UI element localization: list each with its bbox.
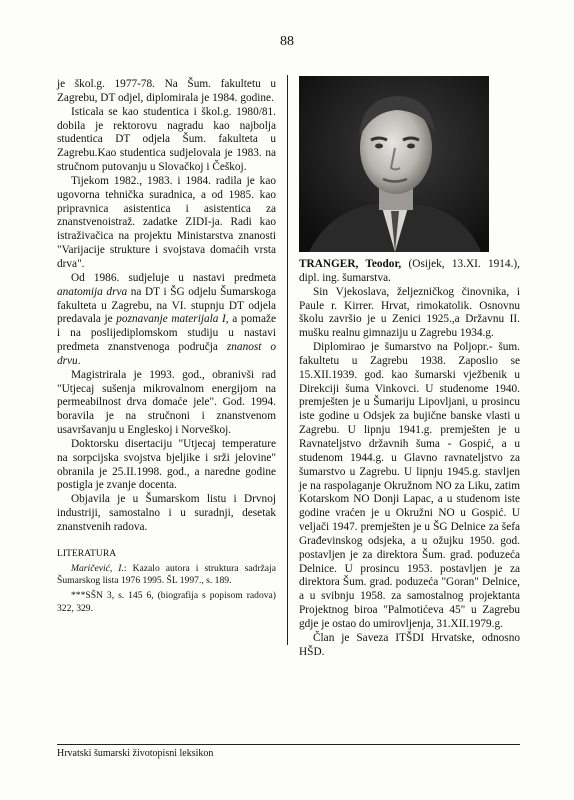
- right-column: [299, 258, 520, 659]
- portrait-photo: [299, 76, 489, 252]
- paragraph: Član je Saveza ITŠDI Hrvatske, odnosno HŠD.: [299, 631, 520, 658]
- paragraph: Diplomirao je šumarstvo na Poljopr.- šum. fakultetu u Zagrebu 1938. Zaposlio se 15.XII.1939. god. kao šumarski vježbenik u Direkciji šuma Vinkovci. U studenome 1940. premješten je u Šumariju Lipovljani, u prosincu iste godine u Odsjek za bujične banske vlasti u Zagrebu. U lipnju 1941.g. premješten je u Ravnateljstvo državnih šuma - Gospić, a u studenom 1944.g. u Glavno ravnateljstvo za šumarstvo u Zagrebu. U lipnju 1945.g. stavljen je na raspolaganje Okružnom NO za Liku, zatim Kotarskom NO Donji Lapac, a u studenom iste godine vraćen je u Okružni NO u Gospić. U veljači 1947. premješten je u ŠG Delnice za šefa Građevinskog odsjeka, a u ožujku 1950. god. postavljen je za direktora Šum. grad. poduzeća Delnice. U prosincu 1953. postavljen je za direktora Šum. grad. poduzeća "Goran" Delnice, a u svibnju 1958. za samostalnog projektanta Projektnog biroa "Palmotićeva 45" u Zagrebu gdje je ostao do umirovljenja, 31.XII.1979.g.: [299, 341, 520, 630]
- paragraph: Objavila je u Šumarskom listu i Drvnoj industriji, samostalno i u suradnji, desetak znanstvenih radova.: [57, 493, 276, 533]
- page-number: 88: [280, 34, 294, 49]
- entry-name: TRANGER, Teodor,: [299, 258, 402, 270]
- paragraph: Tijekom 1982., 1983. i 1984. radila je kao ugovorna tehnička suradnica, a od 1985. kao pripravnica asistentica i asistentica za znanstvenoistraž. zadatke ZIDI-ja. Radi kao istraživačica na projektu Ministarstva znanosti "Varijacije strukture i svojstava domaćih vrsta drva".: [57, 174, 276, 270]
- footer-divider: [57, 744, 520, 745]
- paragraph: Magistrirala je 1993. god., obranivši rad "Utjecaj sušenja mikrovalnom energijom na permeabilnost drva domaće jele". God. 1994. boravila je na stručnoni i znanstvenom usavršavanju u Engleskoj i Norveškoj.: [57, 368, 276, 437]
- left-column: [57, 78, 276, 616]
- paragraph: Sin Vjekoslava, željezničkog činovnika, i Paule r. Kirrer. Hrvat, rimokatolik. Osnovnu školu završio je u Zenici 1925.,a Državnu II. mušku realnu gimnaziju u Zagrebu 1934.g.: [299, 285, 520, 340]
- literature-item: Maričević, I.: Kazalo autora i struktura sadržaja Šumarskog lista 1976 1995. ŠL 1997., s. 189.: [57, 562, 276, 587]
- entry-header: TRANGER, Teodor, (Osijek, 13.XI. 1914.), dipl. ing. šumarstva.: [299, 258, 520, 284]
- paragraph: Doktorsku disertaciju "Utjecaj temperature na sorpcijska svojstva bjeljike i srži jelovine" obranila je 25.II.1998. god., a naredne godine postigla je zvanje docenta.: [57, 437, 276, 492]
- footer-text: Hrvatski šumarski životopisni leksikon: [57, 748, 214, 759]
- paragraph-teaching: Od 1986. sudjeluje u nastavi predmeta anatomija drva na DT i ŠG odjelu Šumarskoga fakulteta u Zagrebu, na VI. stupnju DT odjela predavala je poznavanje materijala I, a pomaže i na poslijediplomskom studiju u nastavi predmeta znanstvenoga područja znanost o drvu.: [57, 271, 276, 367]
- column-divider: [287, 75, 288, 645]
- paragraph: je škol.g. 1977-78. Na Šum. fakultetu u Zagrebu, DT odjel, diplomirala je 1984. godine.: [57, 78, 276, 104]
- literature-item: ***SŠN 3, s. 145 6, (biografija s popisom radova) 322, 329.: [57, 590, 276, 615]
- paragraph: Isticala se kao studentica i škol.g. 1980/81. dobila je rektorovu nagradu kao najbolja studentica DT odjela Šum. fakulteta u Zagrebu.Kao studentica sudjelovala je 1983. na stručnom putovanju u Slovačkoj i Češkoj.: [57, 105, 276, 174]
- literature-heading: LITERATURA: [57, 547, 117, 559]
